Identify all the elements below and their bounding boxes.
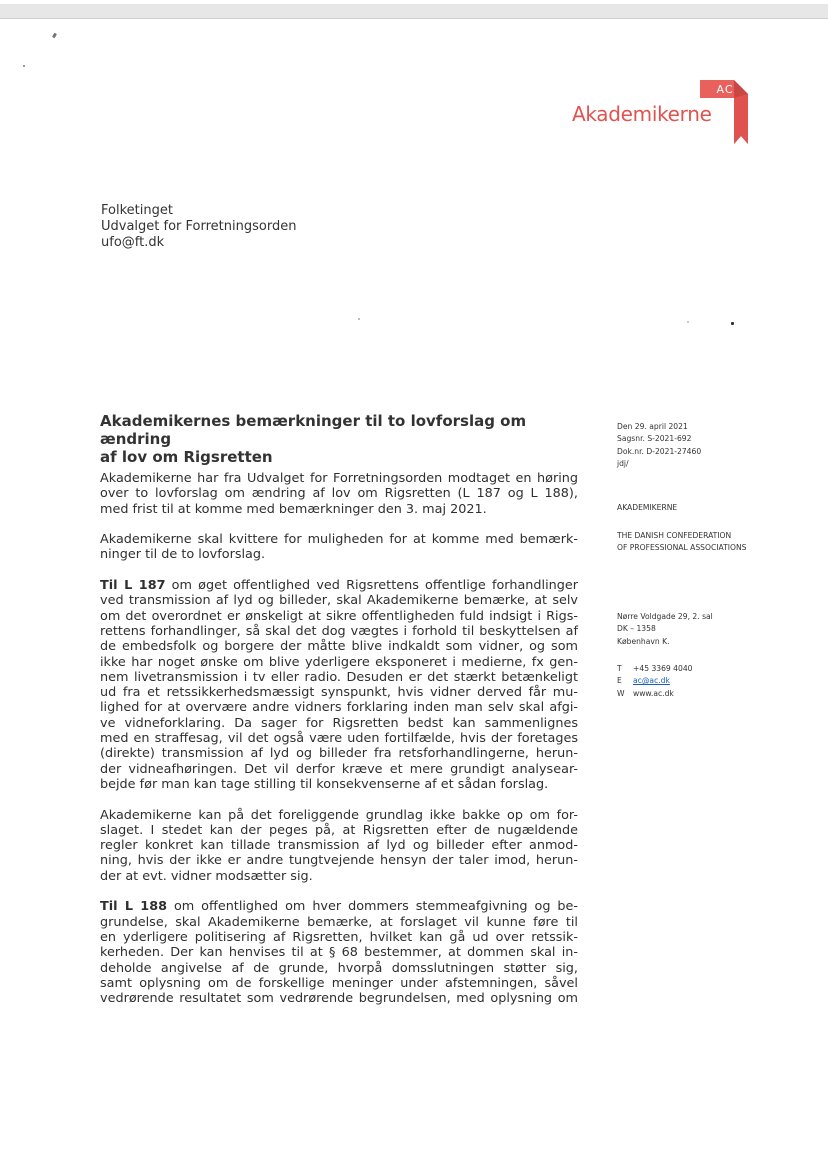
- organization-english: [617, 530, 746, 555]
- email-link[interactable]: ac@ac.dk: [633, 676, 670, 686]
- meta-initials: jdj/: [617, 459, 629, 469]
- organization-name: [617, 502, 677, 514]
- document-meta: [617, 421, 701, 471]
- akademikerne-logo: [560, 76, 760, 146]
- org-name: AKADEMIKERNE: [617, 503, 678, 512]
- paragraph-l187: Til L 187 om øget offentlighed ved Rigsrettens offentlige forhandlinger ved transmission af lyd og billeder, skal Akademikerne bemærke, at selv om det overordnet er ønskeligt at sikre offentligheden fuld indsigt i Rigs- rettens forhandlinger, så skal det dog vægtes i forhold til beskyttelsen af de embedsfolk og borgere der måtte blive indkaldt som vidner, og som ikke har noget ønske om blive yderligere eksponeret i medierne, fx gen- nem livetransmission i tv eller radio. Desuden er det stærkt betænkeligt ud fra et retssikkerhedsmæssigt synspunkt, hvis vidner derved får mu- lighed for at overvære andre vidners forklaring inden man selv skal afgi- ve vidneforklaring. Da sager for Rigsretten bedst kan sammenlignes med en straffesag, vil det også være uden fortilfælde, hvis der foretages (direkte) transmission af lyd og billeder fra retsforhandlingerne, herun- der vidneafhøringen. Det vil derfor kræve et mere grundigt analysear- bejde før man kan tage stilling til konsekvenserne af et sådan forslag.: [100, 578, 578, 792]
- paragraph-intro: Akademikerne har fra Udvalget for Forretningsorden modtaget en høring over to lovforslag om ændring af lov om Rigsretten (L 187 og L 188), med frist til at komme med bemærkninger den 3. maj 2021.: [100, 471, 578, 517]
- paragraph-l188: Til L 188 om offentlighed om hver dommers stemmeafgivning og be- grundelse, skal Akademikerne bemærke, at forslaget vil kunne føre til en yderligere politisering af Rigsretten, hvilket kan gå ud over retssik- kerheden. Der kan henvises til at § 68 bestemmer, at dommen skal in- deholde angivelse af de grunde, hvorpå domsslutningen støtter sig, samt oplysning om de forskellige meninger under afstemningen, såvel vedrørende resultatet som vedrørende begrundelsen, med oplysning om: [100, 899, 578, 1007]
- l187-lead: Til L 187: [100, 578, 166, 594]
- address-city: København K.: [617, 636, 670, 646]
- document-title: [100, 412, 600, 466]
- address-postal: DK – 1358: [617, 624, 656, 634]
- organization-address: [617, 611, 713, 648]
- contact-email: E ac@ac.dk: [617, 675, 693, 687]
- contact-web: W www.ac.dk: [617, 688, 693, 700]
- contact-info: [617, 663, 693, 700]
- logo-badge-text: AC: [716, 83, 734, 96]
- scan-edge-bar: [0, 4, 828, 19]
- scan-speck: [358, 318, 360, 320]
- document-body: [100, 471, 578, 1022]
- recipient-address: [101, 203, 296, 251]
- website-text: www.ac.dk: [633, 688, 674, 698]
- title-line: af lov om Rigsretten: [100, 448, 273, 466]
- address-street: Nørre Voldgade 29, 2. sal: [617, 612, 713, 621]
- meta-document-number: Dok.nr. D-2021-27460: [617, 446, 702, 456]
- paragraph-l187-conclusion: Akademikerne kan på det foreliggende grundlag ikke bakke op om for- slaget. I stedet kan der peges på, at Rigsretten efter de nugældende regler konkret kan tillade transmission af lyd og billeder efter anmod- ning, hvis der ikke er andre tungtvejende hensyn der taler imod, herun- der at evt. vidner modsætter sig.: [100, 807, 578, 884]
- meta-date: Den 29. april 2021: [617, 422, 688, 431]
- meta-case-number: Sagsnr. S-2021-692: [617, 434, 692, 444]
- l188-lead: Til L 188: [100, 899, 168, 915]
- recipient-line: Udvalget for Forretningsorden: [101, 219, 297, 234]
- scan-speck: [52, 33, 57, 39]
- contact-phone: T +45 3369 4040: [617, 664, 693, 673]
- paragraph-thanks: Akademikerne skal kvittere for muligheden for at komme med bemærk- ninger til de to lovforslag.: [100, 532, 578, 563]
- scan-speck: [731, 322, 734, 325]
- recipient-email: ufo@ft.dk: [101, 235, 165, 250]
- org-english-line: OF PROFESSIONAL ASSOCIATIONS: [617, 543, 747, 553]
- scan-speck: [687, 321, 689, 323]
- title-line: Akademikernes bemærkninger til to lovforslag om ændring: [100, 412, 527, 448]
- scan-speck: [23, 65, 25, 67]
- logo-wordmark: Akademikerne: [572, 102, 712, 126]
- org-english-line: THE DANISH CONFEDERATION: [617, 531, 732, 540]
- recipient-line: Folketinget: [101, 203, 173, 218]
